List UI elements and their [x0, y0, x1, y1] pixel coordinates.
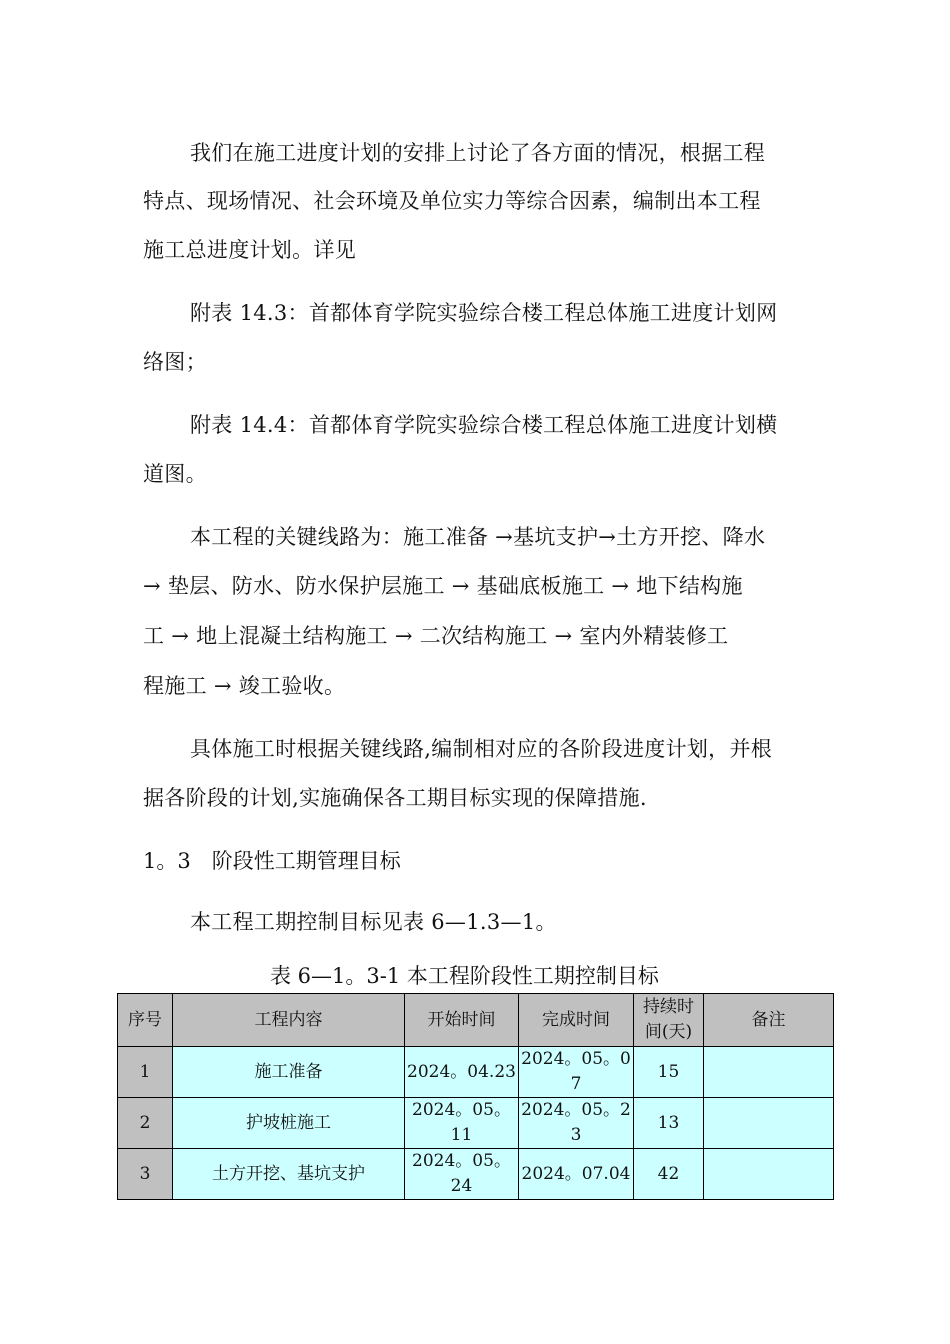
paragraph-5-line-2: 据各阶段的计划,实施确保各工期目标实现的保障措施. — [143, 786, 647, 810]
table-header-row — [118, 994, 834, 1047]
paragraph-5-line-1: 具体施工时根据关键线路,编制相对应的各阶段进度计划，并根 — [190, 737, 773, 761]
table-row — [118, 1098, 834, 1149]
cell-start: 2024。04.23 — [405, 1047, 519, 1098]
paragraph-4-line-3: 工 → 地上混凝土结构施工 → 二次结构施工 → 室内外精装修工 — [143, 624, 729, 648]
paragraph-4-line-1: 本工程的关键线路为：施工准备 →基坑支护→土方开挖、降水 — [190, 525, 766, 549]
header-duration: 持续时间(天) — [634, 994, 704, 1047]
paragraph-2-line-1: 附表 14.3：首都体育学院实验综合楼工程总体施工进度计划网 — [190, 301, 778, 325]
paragraph-3-line-1: 附表 14.4：首都体育学院实验综合楼工程总体施工进度计划横 — [190, 413, 778, 437]
cell-start: 2024。05。11 — [405, 1098, 519, 1149]
table-caption: 表 6—1。3-1 本工程阶段性工期控制目标 — [270, 964, 659, 988]
cell-seq: 3 — [118, 1149, 173, 1200]
cell-note — [704, 1047, 834, 1098]
table-row — [118, 1149, 834, 1200]
section-heading: 1。3 阶段性工期管理目标 — [143, 849, 401, 873]
cell-note — [704, 1149, 834, 1200]
schedule-table — [117, 993, 834, 1200]
cell-start: 2024。05。24 — [405, 1149, 519, 1200]
paragraph-3-line-2: 道图。 — [143, 462, 207, 486]
table-row — [118, 1047, 834, 1098]
paragraph-4-line-4: 程施工 → 竣工验收。 — [143, 674, 346, 698]
cell-duration: 15 — [634, 1047, 704, 1098]
paragraph-2-line-2: 络图； — [143, 350, 207, 374]
paragraph-1-line-3: 施工总进度计划。详见 — [143, 238, 356, 262]
cell-seq: 1 — [118, 1047, 173, 1098]
paragraph-4-line-2: → 垫层、防水、防水保护层施工 → 基础底板施工 → 地下结构施 — [143, 574, 743, 598]
header-content: 工程内容 — [173, 994, 405, 1047]
cell-end: 2024。05。23 — [519, 1098, 634, 1149]
cell-end: 2024。07.04 — [519, 1149, 634, 1200]
paragraph-1-line-1: 我们在施工进度计划的安排上讨论了各方面的情况，根据工程 — [190, 141, 766, 165]
cell-content: 护坡桩施工 — [173, 1098, 405, 1149]
cell-seq: 2 — [118, 1098, 173, 1149]
table-intro: 本工程工期控制目标见表 6—1.3—1。 — [190, 910, 557, 934]
header-start: 开始时间 — [405, 994, 519, 1047]
cell-duration: 42 — [634, 1149, 704, 1200]
paragraph-1-line-2: 特点、现场情况、社会环境及单位实力等综合因素，编制出本工程 — [143, 189, 761, 213]
cell-duration: 13 — [634, 1098, 704, 1149]
header-seq: 序号 — [118, 994, 173, 1047]
cell-content: 施工准备 — [173, 1047, 405, 1098]
cell-end: 2024。05。07 — [519, 1047, 634, 1098]
cell-note — [704, 1098, 834, 1149]
cell-content: 土方开挖、基坑支护 — [173, 1149, 405, 1200]
header-note: 备注 — [704, 994, 834, 1047]
header-end: 完成时间 — [519, 994, 634, 1047]
